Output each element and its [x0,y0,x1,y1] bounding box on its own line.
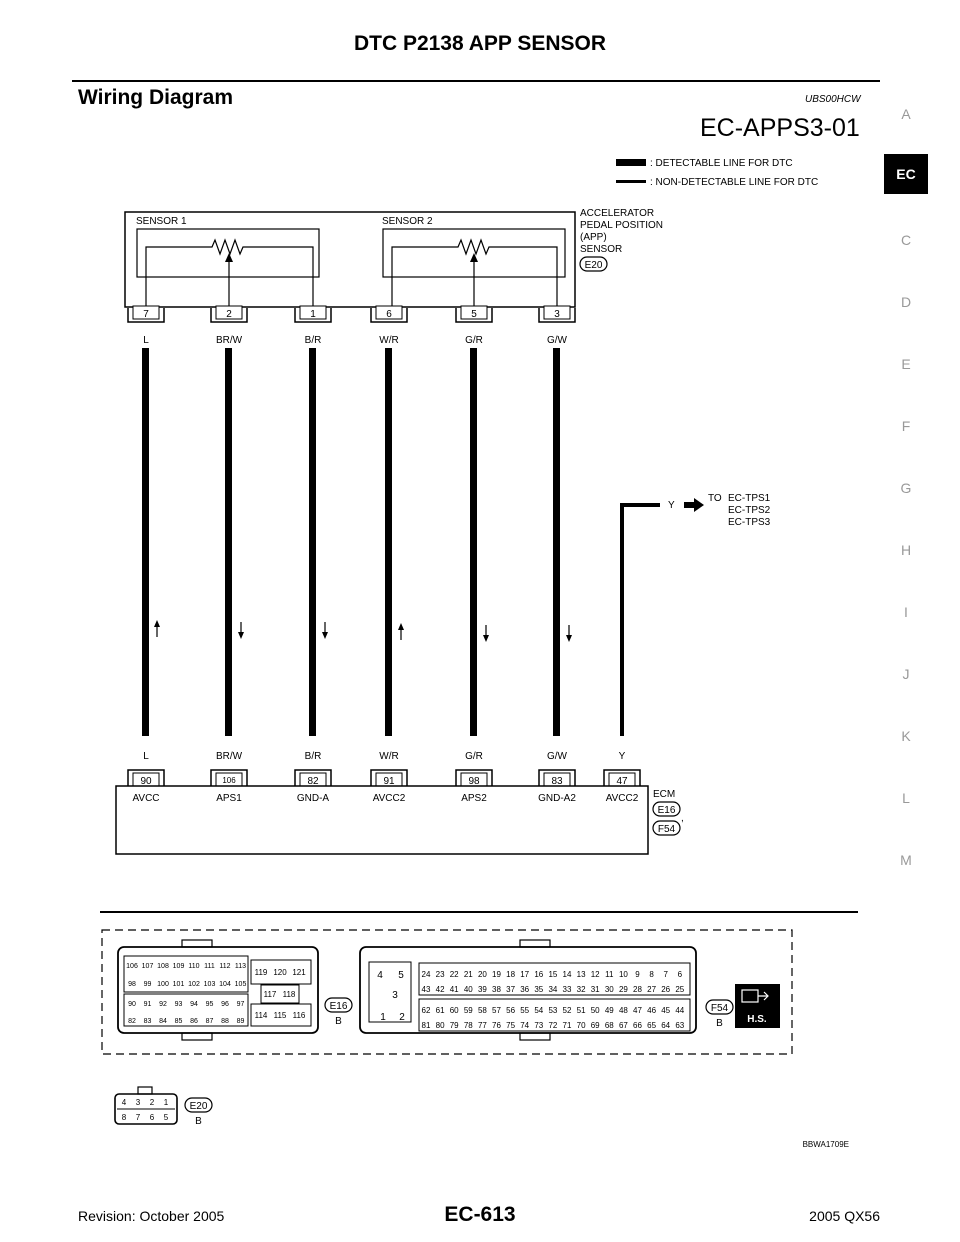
e16-pin: 114 [254,1011,268,1020]
figure-code: BBWA1709E [802,1140,849,1149]
e16-pin: 98 [128,981,136,988]
e20-pin: 2 [149,1098,155,1107]
e20-pin: 8 [121,1113,127,1122]
f54-pin: 45 [661,1006,671,1015]
f54-connector-view [360,940,733,1040]
legend-detectable-swatch [616,159,646,166]
f54-pin: 25 [675,985,685,994]
wire-color-bottom: BR/W [215,751,243,762]
ecm-terminal-label: APS1 [216,793,242,804]
e16-pin: 94 [190,1001,198,1008]
side-index-c[interactable]: C [900,232,912,248]
e16-label: E16 [329,1001,348,1012]
footer-page-number: EC-613 [444,1203,516,1226]
legend-non-detectable-swatch [616,180,646,183]
f54-pin: 39 [477,985,487,994]
hs-badge-text: H.S. [747,1014,767,1025]
to-ref-1: EC-TPS1 [728,493,771,504]
e16-pin: 117 [263,990,277,999]
e20-pin: 3 [135,1098,141,1107]
ecm-pin-90: 90 [140,776,152,787]
arrow-down-icon [238,632,244,639]
arrow-up-icon [398,623,404,630]
wire-color-bottom: G/W [547,751,567,762]
sensor-pin-7: 7 [143,309,149,320]
f54-pin: 67 [618,1021,628,1030]
e16-pin: 121 [292,968,306,977]
wire-color-bottom: G/R [465,751,483,762]
wire-g-r [470,348,477,736]
f54-pin: 63 [675,1021,685,1030]
e20-pin: 5 [163,1113,169,1122]
side-index-g[interactable]: G [900,480,912,496]
wire-color-top: B/R [304,335,322,346]
e16-pin: 111 [204,963,215,970]
f54-pin: 26 [661,985,671,994]
e16-pin: 100 [157,981,169,988]
ecm-connector-separator: , [681,813,684,824]
e16-pin: 106 [126,963,138,970]
f54-pin: 37 [506,985,516,994]
section-title: Wiring Diagram [78,86,233,109]
wire-color-bottom: L [143,751,149,762]
wire-color-top: G/R [465,335,483,346]
wire-g-w [553,348,560,736]
e16-pin: 102 [188,981,200,988]
f54-pin: 16 [534,970,544,979]
e16-pin: 116 [292,1011,306,1020]
f54-pin: 41 [449,985,459,994]
e16-pin: 89 [236,1018,245,1025]
e16-latch [182,1033,212,1040]
f54-pin: 17 [520,970,530,979]
to-arrow-icon [684,498,704,512]
f54-pin: 21 [463,970,473,979]
side-index-j[interactable]: J [902,666,910,682]
ecm-connector-e16: E16 [657,805,676,816]
ecm-name: ECM [653,789,676,800]
f54-pin: 66 [633,1021,642,1030]
f54-pin: 42 [435,985,445,994]
e20-connector-view [115,1087,212,1127]
footer-revision: Revision: October 2005 [78,1208,225,1224]
sensor-pin-1: 1 [310,309,316,320]
arrow-down-icon [483,635,489,642]
e16-color: B [335,1016,342,1027]
footer-model: 2005 QX56 [809,1208,880,1224]
f54-pin: 9 [635,970,640,979]
ecm-terminal-label: APS2 [461,793,487,804]
e16-pin: 85 [174,1018,183,1025]
f54-pin: 19 [492,970,501,979]
f54-pin: 15 [548,970,558,979]
sensor-name-line-3: (APP) [580,232,607,243]
side-index-l[interactable]: L [902,790,910,806]
e16-pin: 96 [221,1001,229,1008]
f54-pin: 47 [633,1006,642,1015]
f54-pin: 53 [548,1006,558,1015]
wire-color-bottom: W/R [379,751,399,762]
e16-pin: 86 [190,1018,198,1025]
ecm-terminal-label: AVCC [132,793,160,804]
wire-b-r [309,348,316,736]
f54-pin: 34 [548,985,558,994]
f54-pin: 51 [576,1006,586,1015]
f54-pin: 8 [649,970,654,979]
ecm-terminal-label: GND-A2 [538,793,576,804]
f54-pin: 73 [534,1021,544,1030]
f54-pin: 31 [590,985,600,994]
e20-pin: 6 [149,1113,155,1122]
e16-pin: 91 [143,1001,152,1008]
e16-pin: 120 [273,968,287,977]
f54-pin: 11 [605,970,614,979]
f54-pin: 22 [449,970,459,979]
e16-pin: 112 [219,963,231,970]
ecm-connector-f54: F54 [657,824,676,835]
ecm-pin-82: 82 [307,776,319,787]
f54-pin: 69 [590,1021,600,1030]
f54-pin: 36 [520,985,530,994]
e16-latch [182,940,212,947]
sensor-name-line-4: SENSOR [580,244,623,255]
f54-pin: 27 [647,985,657,994]
e20-pin: 7 [135,1113,141,1122]
f54-pin: 52 [562,1006,572,1015]
legend-non-detectable-text: : NON-DETECTABLE LINE FOR DTC [650,177,819,188]
f54-label: F54 [710,1003,729,1014]
e16-pin: 92 [159,1001,167,1008]
f54-pin: 56 [506,1006,516,1015]
f54-pin: 12 [590,970,600,979]
signal-arrows [154,620,572,642]
wire-color-top: L [143,335,149,346]
f54-pin: 62 [421,1006,431,1015]
e16-pin: 118 [282,990,296,999]
f54-pin: 7 [663,970,668,979]
f54-pin: 5 [398,970,404,981]
wire-l [142,348,149,736]
wire-y [622,505,660,736]
page-title: DTC P2138 APP SENSOR [353,32,607,55]
f54-pin: 48 [618,1006,628,1015]
sensor-name-line-1: ACCELERATOR [580,208,655,219]
sensor1-inner-box [137,229,319,277]
f54-pin: 60 [449,1006,459,1015]
side-index-d[interactable]: D [900,294,912,310]
e16-pin: 87 [205,1018,214,1025]
f54-pin: 58 [477,1006,487,1015]
f54-pin: 2 [399,1012,405,1023]
f54-pin: 10 [618,970,628,979]
e20-color: B [195,1116,202,1127]
sensor-name-line-2: PEDAL POSITION [580,220,663,231]
side-index-ec[interactable]: EC [884,154,928,194]
side-index-k[interactable]: K [901,728,911,744]
f54-pin: 20 [477,970,487,979]
f54-pin: 24 [421,970,431,979]
harness-side-badge [735,984,780,1028]
f54-pin: 68 [604,1021,614,1030]
e16-pin: 99 [143,981,152,988]
f54-pin: 81 [421,1021,431,1030]
side-index-h[interactable]: H [900,542,912,558]
f54-pin: 78 [463,1021,473,1030]
side-index-a[interactable]: A [901,106,911,122]
to-prefix: TO [708,493,722,504]
f54-pin: 18 [506,970,516,979]
f54-pin: 49 [604,1006,614,1015]
f54-pin: 76 [492,1021,501,1030]
f54-pin: 44 [675,1006,685,1015]
sensor2-wiper-arrow-icon [470,253,478,262]
side-index-e[interactable]: E [901,356,911,372]
e20-pin: 1 [163,1098,169,1107]
e16-pin: 108 [157,963,169,970]
e16-pin: 104 [219,981,231,988]
legend-detectable-text: : DETECTABLE LINE FOR DTC [650,158,793,169]
f54-pin: 57 [492,1006,501,1015]
f54-pin: 70 [576,1021,586,1030]
f54-pin: 28 [633,985,642,994]
ecm-pin-83: 83 [551,776,563,787]
f54-pin: 13 [576,970,586,979]
sensor-pin-3: 3 [554,309,560,320]
wire-color-top: W/R [379,335,399,346]
arrow-down-icon [566,635,572,642]
f54-pin: 74 [520,1021,530,1030]
f54-pin: 40 [463,985,473,994]
f54-pin: 75 [506,1021,516,1030]
f54-color: B [716,1018,723,1029]
side-index-i[interactable]: I [904,604,908,620]
f54-pin-grid [422,970,685,1030]
e20-pin: 4 [121,1098,127,1107]
wire-color-top: G/W [547,335,567,346]
f54-pin: 61 [435,1006,445,1015]
ecm-terminal-label: AVCC2 [605,793,639,804]
f54-pin: 38 [492,985,501,994]
f54-pin: 3 [392,990,398,1001]
f54-pin: 43 [421,985,431,994]
f54-pin: 50 [590,1006,600,1015]
f54-pin: 1 [380,1012,386,1023]
f54-pin: 64 [661,1021,671,1030]
to-ref-3: EC-TPS3 [728,517,771,528]
ecm-pin-47: 47 [616,776,628,787]
app-sensor-box [125,212,575,307]
ecm-pin-106: 106 [222,776,236,785]
f54-pin: 77 [477,1021,487,1030]
sensor-pin-6: 6 [386,309,392,320]
f54-pin: 80 [435,1021,445,1030]
to-ref-2: EC-TPS2 [728,505,771,516]
e16-pin: 113 [234,963,247,970]
e16-connector-view [118,940,352,1040]
e16-pin: 88 [221,1018,229,1025]
e16-pin: 110 [188,963,200,970]
ecm-pin-91: 91 [383,776,395,787]
sensor1-label: SENSOR 1 [136,216,187,227]
e16-pin: 95 [205,1001,214,1008]
arrow-up-icon [154,620,160,627]
f54-pin: 4 [377,970,383,981]
ecm-terminal-label: AVCC2 [372,793,406,804]
f54-pin: 55 [520,1006,530,1015]
f54-pin: 46 [647,1006,657,1015]
f54-pin: 72 [548,1021,558,1030]
e16-pin: 119 [254,968,268,977]
wire-color-bottom: B/R [304,751,322,762]
wire-w-r [385,348,392,736]
f54-pin: 59 [463,1006,473,1015]
e16-pin-block [124,994,248,1026]
ecm-terminal-label: GND-A [296,793,330,804]
f54-pin: 6 [677,970,683,979]
ecm-pin-98: 98 [468,776,480,787]
e16-pin: 83 [143,1018,152,1025]
f54-pin: 30 [604,985,614,994]
sensor-pin-2: 2 [226,309,232,320]
f54-latch [520,1033,550,1040]
e16-pin: 101 [172,981,185,988]
f54-pin: 14 [562,970,572,979]
f54-pin: 65 [647,1021,657,1030]
ecm-pins [128,770,640,787]
f54-pin: 33 [562,985,572,994]
e16-pin: 107 [141,963,154,970]
f54-pin: 32 [576,985,586,994]
e16-pin: 105 [234,981,247,988]
f54-pin: 54 [534,1006,544,1015]
wire-color-top: BR/W [215,335,243,346]
y-wire-color-top: Y [668,500,675,511]
f54-pin: 35 [534,985,544,994]
f54-pin: 79 [449,1021,459,1030]
wire-color-bottom-y: Y [618,751,626,762]
e16-pin: 97 [236,1001,245,1008]
sensor-pin-5: 5 [471,309,477,320]
sensor2-label: SENSOR 2 [382,216,433,227]
arrow-down-icon [322,632,328,639]
section-code: UBS00HCW [805,94,861,105]
wire-br-w [225,348,232,736]
sensor-connector-label: E20 [584,260,603,271]
f54-pin: 29 [618,985,628,994]
diagram-code: EC-APPS3-01 [700,114,860,142]
e20-label: E20 [189,1101,208,1112]
e16-pin: 103 [203,981,216,988]
sensor1-wiper-arrow-icon [225,253,233,262]
e16-pin: 90 [128,1001,136,1008]
sensor-pins [128,306,575,322]
e20-latch [138,1087,152,1094]
side-index-f[interactable]: F [901,418,911,434]
e16-pin: 84 [159,1018,167,1025]
wires [142,348,660,736]
side-index-m[interactable]: M [900,852,912,868]
f54-pin: 23 [435,970,445,979]
f54-latch [520,940,550,947]
e16-pin: 109 [172,963,185,970]
e16-pin: 82 [128,1018,136,1025]
f54-pin: 71 [562,1021,572,1030]
e16-pin: 115 [273,1011,287,1020]
e16-pin: 93 [174,1001,183,1008]
